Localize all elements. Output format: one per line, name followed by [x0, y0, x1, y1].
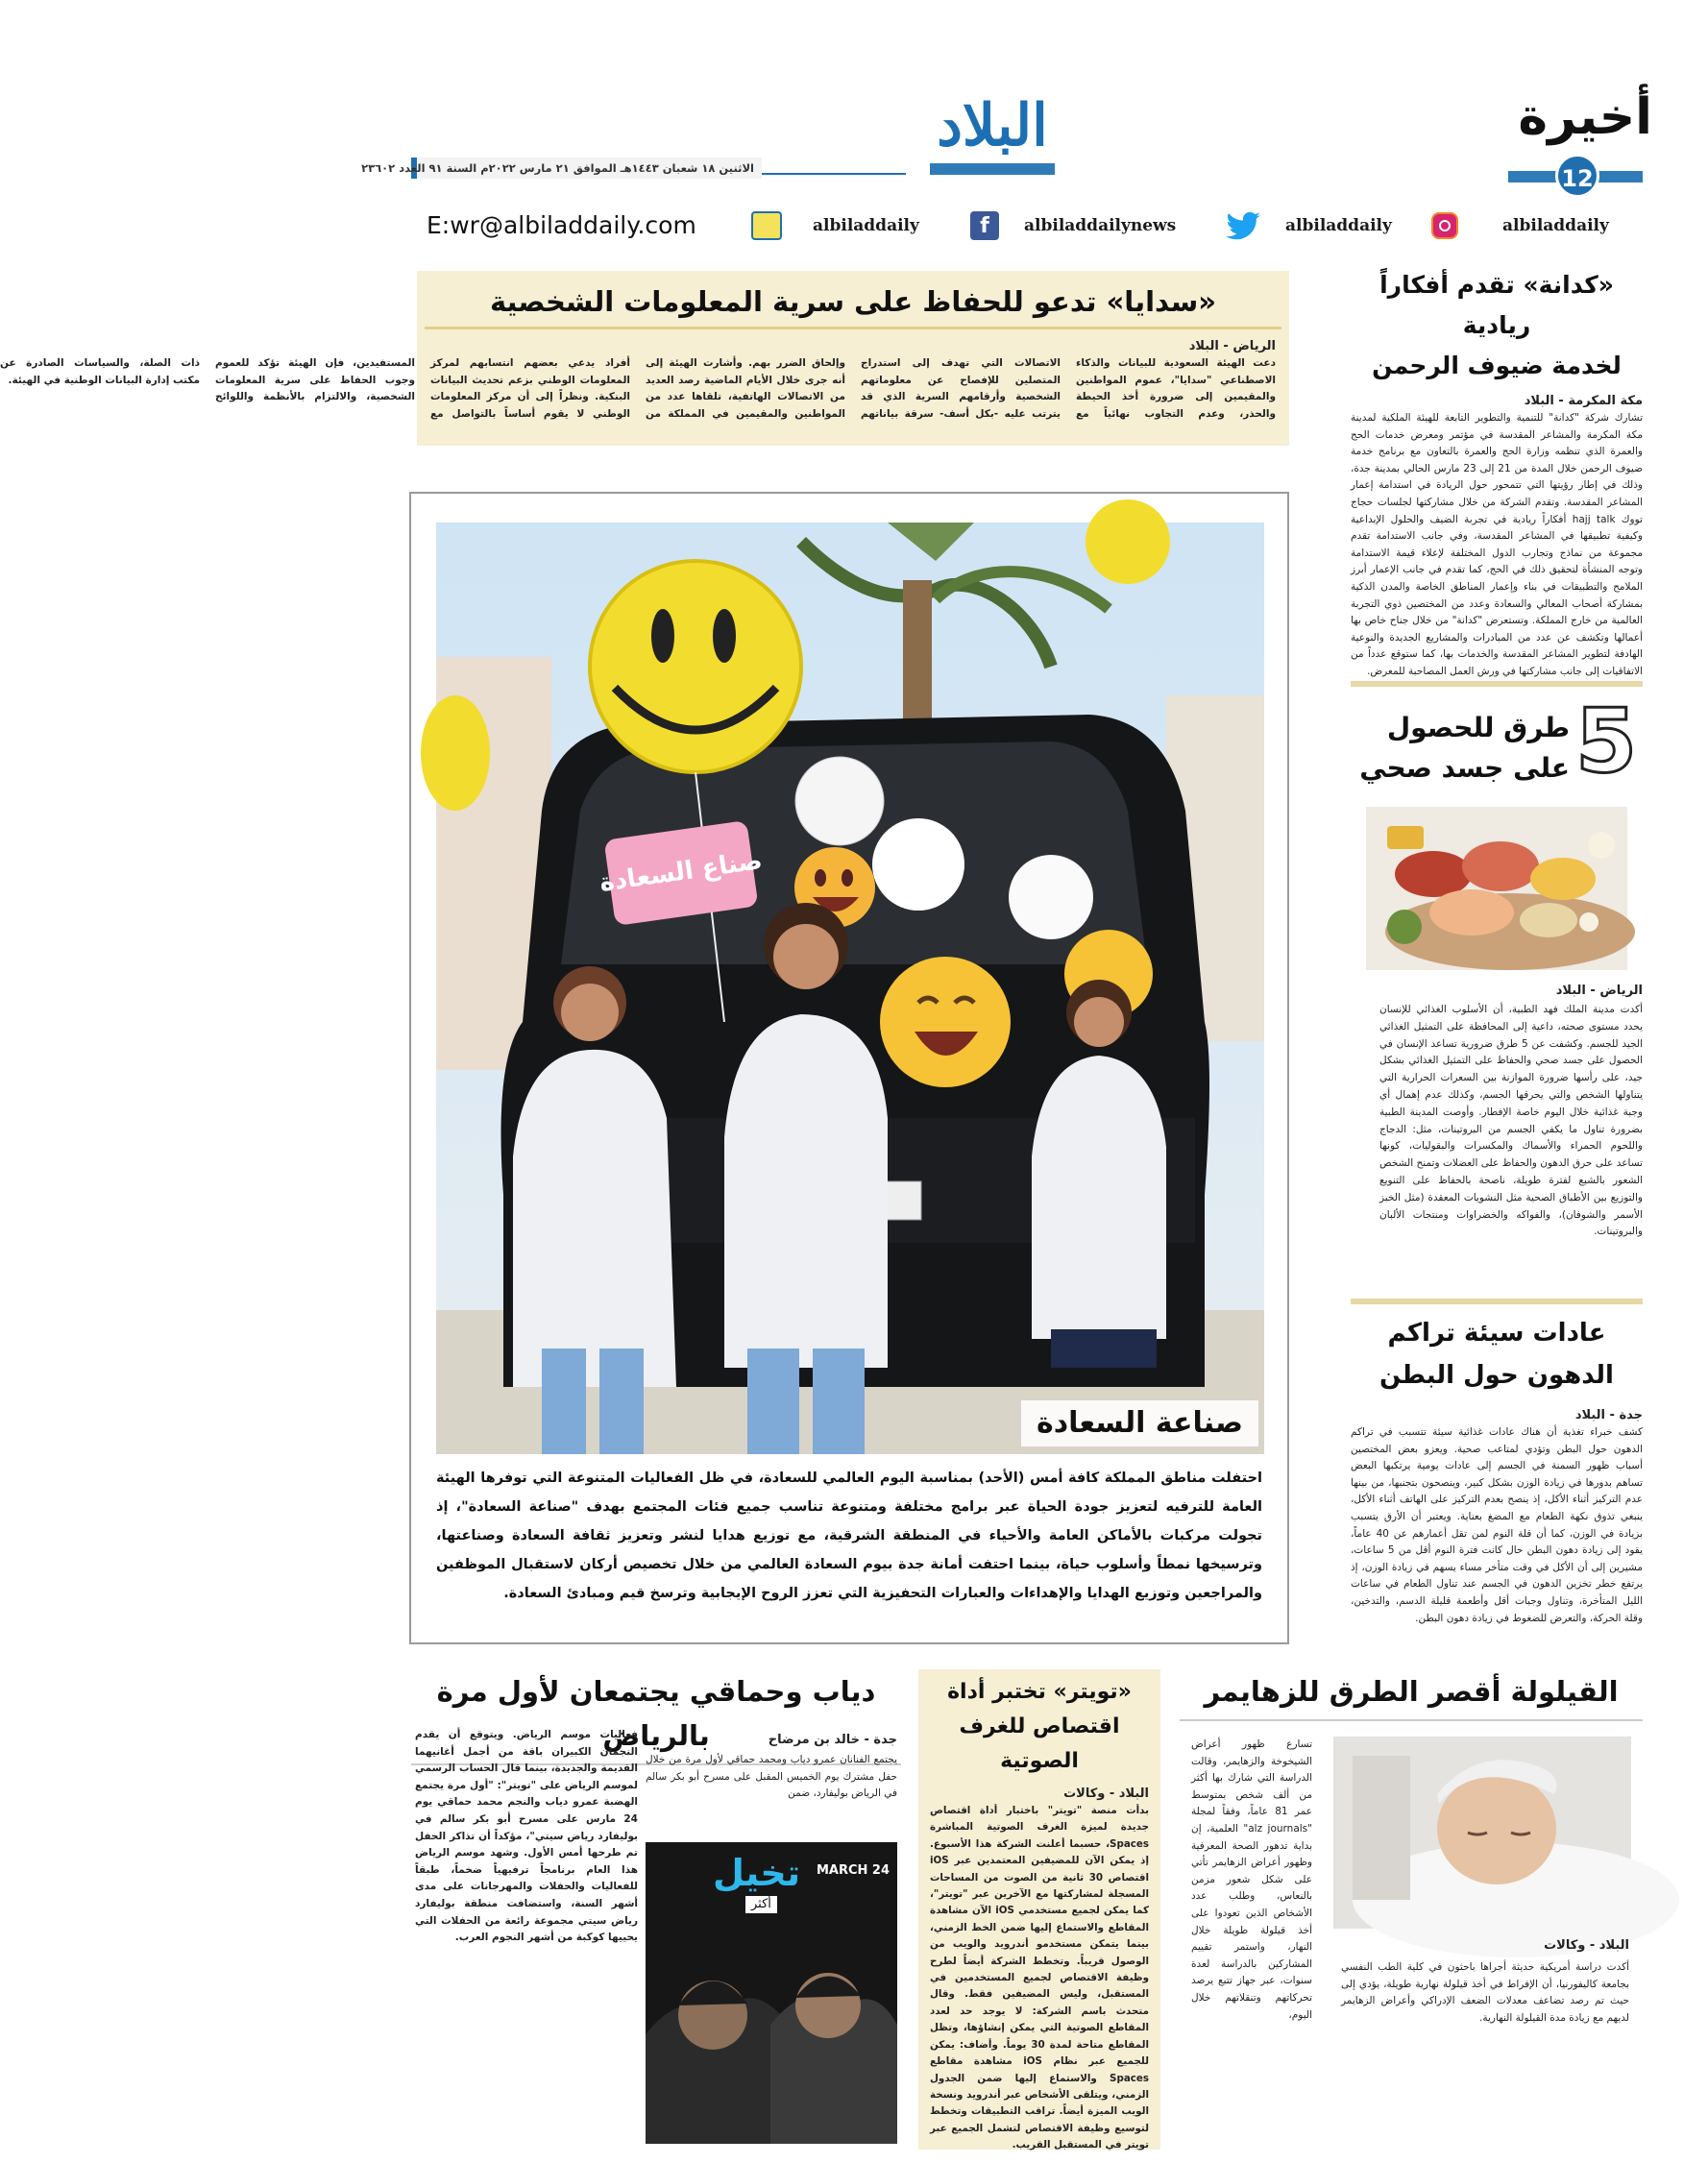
sadaya-title: «سدايا» تدعو للحفاظ على سرية المعلومات الشخصية: [425, 280, 1281, 329]
twitter-handle[interactable]: albiladdaily: [1285, 216, 1392, 235]
photo-overlay-title: صناعة السعادة: [1021, 1400, 1258, 1446]
kadana-title-2: لخدمة ضيوف الرحمن: [1372, 352, 1622, 379]
logo-underline: [930, 163, 1055, 175]
elderly-photo: [1333, 1737, 1631, 1929]
page-number: 12: [1555, 154, 1599, 198]
kadana-byline: مكة المكرمة - البلاد: [1524, 394, 1643, 408]
belly-title-2: الدهون حول البطن: [1379, 1361, 1614, 1390]
belly-byline: جدة - البلاد: [1574, 1408, 1643, 1422]
photo-story: [409, 492, 1289, 1644]
concert-poster: [646, 1842, 897, 2144]
health-number: 5: [1574, 690, 1637, 792]
photo-caption: احتفلت مناطق المملكة كافة أمس (الأحد) بمناسبة اليوم العالمي للسعادة، في ظل الفعاليات المتنوعة التي توفرها الهيئة العامة للترفيه لتعزيز جودة الحياة عبر برامج مختلفة ومتنوعة تناسب جميع فئات المجتمع بهدف "صناعة السعادة"، إذ تجولت مركبات بالأماكن العامة والأحياء في المنطقة الشرقية، مع توزيع هدايا لنشر وتعزيز ثقافة السعادة وصناعتها، وترسيخها نمطاً وأسلوب حياة، بينما احتفت أمانة جدة بيوم السعادة العالمي من خلال تخصيص أركان لاستقبال الموظفين والمراجعين وتوزيع الهدايا والإهداءات والعبارات التحفيزية التي تعزز الروح الإيجابية وترسخ قيم ومبادئ السعادة.: [436, 1470, 1262, 1601]
concert-byline: جدة - خالد بن مرضاح: [768, 1733, 897, 1747]
concert-body-right: يجتمع الفنانان عمرو دياب ومحمد حماقي لأول مرة من خلال حفل مشترك يوم الخميس المقبل على مسرح أبو بكر سالم في الرياض بوليفارد، ضمن: [646, 1754, 897, 1800]
sadaya-article: [0, 271, 1289, 446]
sadaya-byline: الرياض - البلاد: [1188, 339, 1276, 353]
poster-date: MARCH 24: [816, 1863, 890, 1878]
food-photo: [1366, 807, 1627, 970]
facebook-handle[interactable]: albiladdailynews: [1024, 216, 1177, 235]
instagram-icon[interactable]: [1431, 212, 1458, 239]
divider: [1351, 1299, 1643, 1304]
sadaya-body: دعت الهيئة السعودية للبيانات والذكاء الاصطناعي "سدايا"، عموم المواطنين والمقيمين إلى ضرورة أخذ الحيطة والحذر، وعدم التجاوب نهائياً مع الاتصالات التي تهدف إلى استدراج المتصلين للإفصاح عن معلوماتهم الشخصية وأرقامهم السرية الذي قد يترتب عليه -بكل أسف- سرقة بياناتهم وإلحاق الضرر بهم. وأشارت الهيئة إلى أنه جرى خلال الأيام الماضية رصد العديد من الاتصالات الهاتفية، تلقاها عدد من المواطنين والمقيمين في المملكة من أفراد يدعي بعضهم انتسابهم لمركز المعلومات الوطني بزعم تحديث البيانات البنكية. ونظراً إلى أن مركز المعلومات الوطني لا يقوم أساساً بالتواصل مع المستفيدين، فإن الهيئة تؤكد للعموم وجوب الحفاظ على سرية المعلومات الشخصية، والالتزام بالأنظمة واللوائح ذات الصلة، والسياسات الصادرة عن مكتب إدارة البيانات الوطنية في الهيئة.: [0, 357, 1276, 420]
logo-text: البلاد: [937, 92, 1048, 159]
email-link[interactable]: E:wr@albiladdaily.com: [427, 211, 696, 239]
dateline-rule: [762, 173, 906, 175]
concert-body-left: فعاليات موسم الرياض. ويتوقع أن يقدم النجمان الكبيران باقة من أجمل أغانيهما القديمة والجديدة، بينما قال الحساب الرسمي لموسم الرياض على "تويتر": "أول مرة يجتمع الهضبة عمرو دياب والنجم محمد حماقي يوم 24 مارس على مسرح أبو بكر سالم في بوليفارد رياض سيتي"، مؤكداً أن تذاكر الحفل تم طرحها أمس الأول. وشهد موسم الرياض هذا العام برنامجاً ترفيهياً ضخماً، طبقاً للفعاليات والحفلات والمهرجانات على مدى أشهر السنة، واستضافت منطقة بوليفارد رياض سيتي مجموعة رائعة من الحفلات التي يحييها كوكبة من أشهر النجوم العرب.: [415, 1729, 638, 1944]
twitter-title-2: اقتصاص للغرف الصوتية: [959, 1714, 1120, 1773]
twitter-byline: البلاد - وكالات: [1063, 1786, 1149, 1801]
siesta-title: القيلولة أقصر الطرق للزهايمر: [1180, 1669, 1643, 1721]
social-bar: [427, 209, 1639, 242]
health-title-2: على جسد صحي: [1359, 752, 1570, 784]
snapchat-handle[interactable]: albiladdaily: [813, 216, 919, 235]
dateline-bar: [361, 158, 762, 179]
section-title: أخيرة: [1518, 88, 1652, 146]
belly-title-1: عادات سيئة تراكم: [1387, 1319, 1606, 1348]
siesta-byline: البلاد - وكالات: [1544, 1938, 1629, 1953]
siesta-body-side: تسارع ظهور أعراض الشيخوخة والزهايمر، وقالت الدراسة التي شارك بها أكثر من ألف شخص بمتوسط عمر 81 عاماً، وفقاً لمجلة "alz journals" العلمية، إن بداية تدهور الصحة المعرفية وظهور أعراض الزهايمر تأتي على شكل شعور مزمن بالنعاس، وطلب عدد الأشخاص الذين تعودوا على أخذ قيلولة طويلة خلال النهار، واستمر تقييم المشاركين بالدراسة لعدة سنوات، عبر جهاز تتبع يرصد تحركاتهم وتنقلاتهم خلال اليوم،: [1191, 1738, 1313, 2021]
health-article: [1351, 690, 1643, 1300]
poster-subtitle: أكثر: [745, 1896, 777, 1913]
twitter-article: [918, 1669, 1160, 2150]
concert-title: دياب وحماقي يجتمعان لأول مرة بالرياض: [411, 1669, 901, 1765]
twitter-title-1: «تويتر» تختبر أداة: [947, 1680, 1132, 1704]
health-title-1: طرق للحصول: [1386, 712, 1570, 743]
kadana-title-1: «كدانة» تقدم أفكاراً ريادية: [1379, 271, 1614, 339]
main-photo: [436, 523, 1264, 1454]
kadana-body: تشارك شركة "كدانة" للتنمية والتطوير التابعة للهيئة الملكية لمدينة مكة المكرمة والمشاعر المقدسة في مؤتمر ومعرض خدمات الحج والعمرة الذي تنظمه وزارة الحج والعمرة بالتعاون مع برنامج خدمة ضيوف الرحمن خلال المدة من 21 إلى 23 مارس الحالي بمدينة جدة، وذلك في إطار رؤيتها التي تتمحور حول الريادة في استدامة إعمار المشاعر المقدسة. وتقدم الشركة من خلال مشاركتها لجلسات حجاج تووك hajj talk أفكاراً ريادية في تجربة الضيف والحلول الإبداعية وكيفية تطبيقها في المشاعر المقدسة، وفي جانب الاستدامة تقدم مجموعة من نماذج وتجارب الدول المختلفة لإعلاء قيمة الاستدامة وتوجه المنشأة لتحقيق ذلك في الحج، كما تقدم في جانب الإعمار أبرز الملامح والتطبيقات في بناء وإعمار المناطق الخاصة والمدن الذكية بمشاركة أصحاب المعالي والسعادة وعدد من المختصين ذوي التجربة العالمية من خارج المملكة. وتستعرض "كدانة" من خلال جناح خاص بها أعمالها وتكشف عن عدد من المبادرات والمشاريع الجديدة والنوعية الهادفة لتطوير المشاعر المقدسة والخدمات بها، كما ستوقع عدداً من الاتفاقيات إلى جانب مشاركتها في ورش العمل المصاحبة للمعرض.: [1351, 412, 1644, 677]
belly-body: كشف خبراء تغذية أن هناك عادات غذائية سيئة تتسبب في تراكم الدهون حول البطن وتؤدي لمتاعب صحية. ويعزو بعض المختصين أسباب ظهور السمنة في الجسم إلى عادات يومية يرتكبها البعض تساهم بدورها في زيادة الوزن بشكل كبير، وينصحون بتجنبها، من بينها عدم التركيز أثناء الأكل، إذ ينصح بعدم التركيز على الهاتف أثناء الأكل، ينبغي تذوق نكهة الطعام مع المضغ بعناية. ويعتبر أن الأرق يتسبب بزيادة في الوزن، كما أن قلة النوم لمن تقل أعمارهم عن 40 عاماً، يقود إلى زيادة دهون البطن حال كانت فترة النوم أقل من 5 ساعات، مشيرين إلى أن الأكل في وقت متأخر مساء يسهم في زيادة الوزن، إذ يرتفع خطر تخزين الدهون في الجسم عند تناول الطعام في ساعات الليل المتأخرة، وتناول وجبات أقل وأطعمة قليلة الدسم، والتدخين، وقلة الحركة، والتعرض للضغوط في زيادة دهون البطن.: [1351, 1426, 1644, 1624]
siesta-body-bottom: أكدت دراسة أمريكية حديثة أجراها باحثون في كلية الطب النفسي بجامعة كاليفورنيا، أن الإفراط في أخذ قيلولة نهارية طويلة، يؤدي إلى حيث تم رصد تضاعف معدلات الضعف الإدراكي وأعراض الزهايمر لديهم مع زيادة مدة القيلولة النهارية.: [1341, 1961, 1629, 2024]
dateline: الاثنين ١٨ شعبان ١٤٤٣هـ الموافق ٢١ مارس ٢٠٢٢م السنة ٩١ العدد ٢٣٦٠٢: [361, 161, 754, 175]
twitter-body: بدأت منصة "تويتر" باختبار أداة اقتصاص جديدة لميزة الغرف الصوتية المباشرة Spaces، حسبما أعلنت الشركة هذا الأسبوع. إذ يمكن الآن للمضيفين المعتمدين عبر iOS اقتصاص 30 ثانية من الصوت من المساحات المسجلة لمشاركتها مع الآخرين عبر "تويتر"، كما يمكن لجميع مستخدمي iOS الآن مشاهدة المقاطع والاستماع إليها ضمن الخط الزمني، بينما يتمكن مستخدمو أندرويد والويب من الوصول قريباً. وتخطط الشركة أيضاً لطرح وظيفة الاقتصاص لجميع المستخدمين في المستقبل، وليس المضيفين فقط. وقال متحدث باسم الشركة: لا يوجد حد لعدد المقاطع الصوتية التي يمكن إنشاؤها، وتظل المقاطع متاحة لمدة 30 يوماً. وأضاف: يمكن للجميع عبر نظام iOS مشاهدة مقاطع Spaces والاستماع إليها ضمن الجدول الزمني، ويتلقى الأشخاص عبر أندرويد ونسخة الويب الميزة أيضاً. تراقب التطبيقات وتخطط لتوسيع وظيفة الاقتصاص لتشمل الجميع عبر تويتر في المستقبل القريب.: [930, 1805, 1149, 2151]
snapchat-icon[interactable]: [751, 211, 782, 240]
twitter-icon[interactable]: [1226, 211, 1262, 240]
siesta-article: [1180, 1669, 1643, 2150]
balloon-text: صناع السعادة: [598, 846, 765, 898]
divider: [1351, 681, 1643, 687]
facebook-icon[interactable]: f: [970, 211, 999, 240]
health-body: أكدت مدينة الملك فهد الطبية، أن الأسلوب الغذائي للإنسان يحدد مستوى صحته، داعية إلى المحافظة على التمثيل الغذائي الجيد للجسم. وكشفت عن 5 طرق ضرورية تساعد الإنسان في الحصول على جسد صحي والحفاظ على التمثيل الغذائي بشكل جيد، على رأسها ضرورة الموازنة بين السعرات الحرارية التي يتناولها الشخص والتي يحرقها الجسم، وكذلك عدم إهمال أي وجبة غذائية خلال اليوم خاصة الإفطار. وأوصت المدينة الطبية بضرورة تناول ما يكفي الجسم من البروتينات، مثل: الدجاج واللحوم الحمراء والأسماك والمكسرات والبقوليات، كونها تساعد على حرق الدهون والحفاظ على العضلات وتمنح الشخص الشعور بالشبع لفترة طويلة، ناصحة بالحفاظ على التنويع والتوزيع بين الأطباق الصحية مثل النشويات المعقدة (مثل الخبز الأسمر والشوفان)، والفواكه والخضراوات ومنتجات الألبان والبروتينات.: [1379, 1004, 1643, 1238]
newspaper-logo: [911, 88, 1074, 177]
belly-article: [1351, 1312, 1643, 1667]
concert-article: [411, 1669, 901, 2150]
kadana-article: [1351, 265, 1644, 677]
poster-title: تخيل: [713, 1852, 801, 1894]
instagram-handle[interactable]: albiladdaily: [1502, 216, 1609, 235]
health-byline: الرياض - البلاد: [1555, 984, 1643, 998]
